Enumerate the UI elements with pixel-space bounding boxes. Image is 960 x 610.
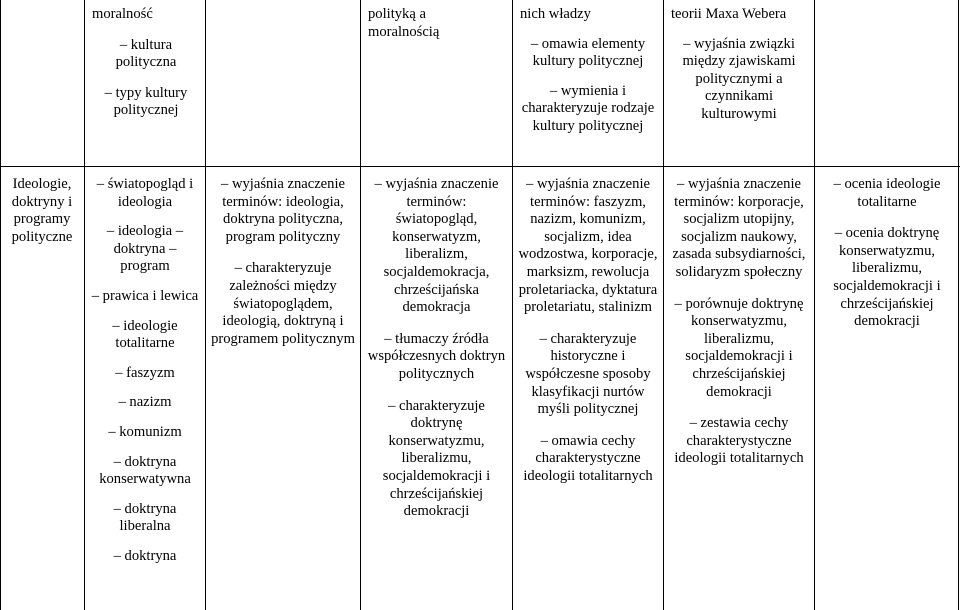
requirement-item: – wyjaśnia znaczenie terminów: światopogląd, konserwatyzm, liberalizm, socjaldemokracja, chrześcijańska demokracja <box>374 176 499 316</box>
cell-text: – kultura polityczna <box>115 36 177 71</box>
topic-item: – doktryna <box>113 547 177 564</box>
row1-col5-cell <box>667 176 811 468</box>
column-divider-3 <box>360 0 361 610</box>
column-divider-1 <box>84 0 85 610</box>
row0-col1-cell <box>92 6 200 120</box>
requirement-item: – charakteryzuje doktrynę konserwatyzmu, liberalizmu, socjaldemokracji i chrześcijańskiej demokracji <box>382 397 491 520</box>
requirement-item: – wyjaśnia znaczenie terminów: korporacje, socjalizm utopijny, socjalizm naukowy, zasada subsydiarności, solidaryzm społeczny <box>672 176 806 280</box>
requirement-item: – ocenia doktrynę konserwatyzmu, liberalizmu, socjaldemokracji i chrześcijańskiej demokracji <box>833 225 941 330</box>
row0-col4-cell <box>516 6 660 136</box>
topic-item: – doktryna liberalna <box>113 500 177 535</box>
row0-col5-cell <box>667 6 811 124</box>
requirement-item: – charakteryzuje historyczne i współczesne sposoby klasyfikacji nurtów myśli politycznej <box>525 330 651 418</box>
cell-text: teorii Maxa Webera <box>671 6 787 22</box>
row0-col3-cell <box>368 6 488 41</box>
topic-item: – doktryna konserwatywna <box>99 453 191 488</box>
column-divider-6 <box>814 0 815 610</box>
column-divider-4 <box>512 0 513 610</box>
requirement-item: – ocenia ideologie totalitarne <box>833 176 941 210</box>
requirement-item: – charakteryzuje zależności między światopoglądem, ideologią, doktryną i programem politycznym <box>211 260 355 347</box>
column-divider-2 <box>205 0 206 610</box>
topic-item: – ideologie totalitarne <box>112 317 178 352</box>
cell-text: – wyjaśnia związki między zjawiskami politycznymi a czynnikami kulturowymi <box>682 35 796 122</box>
cell-text: – typy kultury politycznej <box>104 84 188 119</box>
topic-item: – prawica i lewica <box>91 287 199 304</box>
cell-text: nich władzy <box>520 6 591 22</box>
section-title: Ideologie, doktryny i programy polityczne <box>11 176 73 245</box>
row1-col4-cell <box>516 176 660 486</box>
topic-item: – faszyzm <box>115 364 175 381</box>
requirement-item: – porównuje doktrynę konserwatyzmu, liberalizmu, socjaldemokracji i chrześcijańskiej demokracji <box>674 295 804 400</box>
row-divider <box>0 166 960 167</box>
row1-col2-cell <box>209 176 357 348</box>
cell-text: polityką a moralnością <box>368 6 440 40</box>
row1-col1-cell <box>88 176 202 566</box>
requirement-item: – zestawia cechy charakterystyczne ideologii totalitarnych <box>674 415 804 467</box>
table-border-right <box>958 0 959 610</box>
requirement-item: – omawia cechy charakterystyczne ideologii totalitarnych <box>523 432 653 484</box>
row1-col3-cell <box>364 176 509 521</box>
topic-item: – komunizm <box>108 423 182 440</box>
cell-text: – wymienia i charakteryzuje rodzaje kultury politycznej <box>521 82 655 134</box>
row1-col0-cell <box>3 176 81 246</box>
topic-item: – nazizm <box>118 394 172 411</box>
topic-item: – ideologia – doktryna – program <box>106 223 184 275</box>
requirement-item: – wyjaśnia znaczenie terminów: faszyzm, nazizm, komunizm, socjalizm, idea wodzostwa, korporacje, marksizm, rewolucja proletariacka, dyktatura proletariatu, stalinizm <box>518 176 658 316</box>
cell-text: – omawia elementy kultury politycznej <box>530 35 646 70</box>
requirement-item: – tłumaczy źródła współczesnych doktryn politycznych <box>367 330 506 382</box>
cell-text: moralność <box>92 6 153 22</box>
table-border-left <box>0 0 1 610</box>
topic-item: – światopogląd i ideologia <box>96 176 194 210</box>
column-divider-5 <box>663 0 664 610</box>
requirement-item: – wyjaśnia znaczenie terminów: ideologia, doktryna polityczna, program polityczny <box>221 176 345 245</box>
row1-col6-cell <box>818 176 956 331</box>
